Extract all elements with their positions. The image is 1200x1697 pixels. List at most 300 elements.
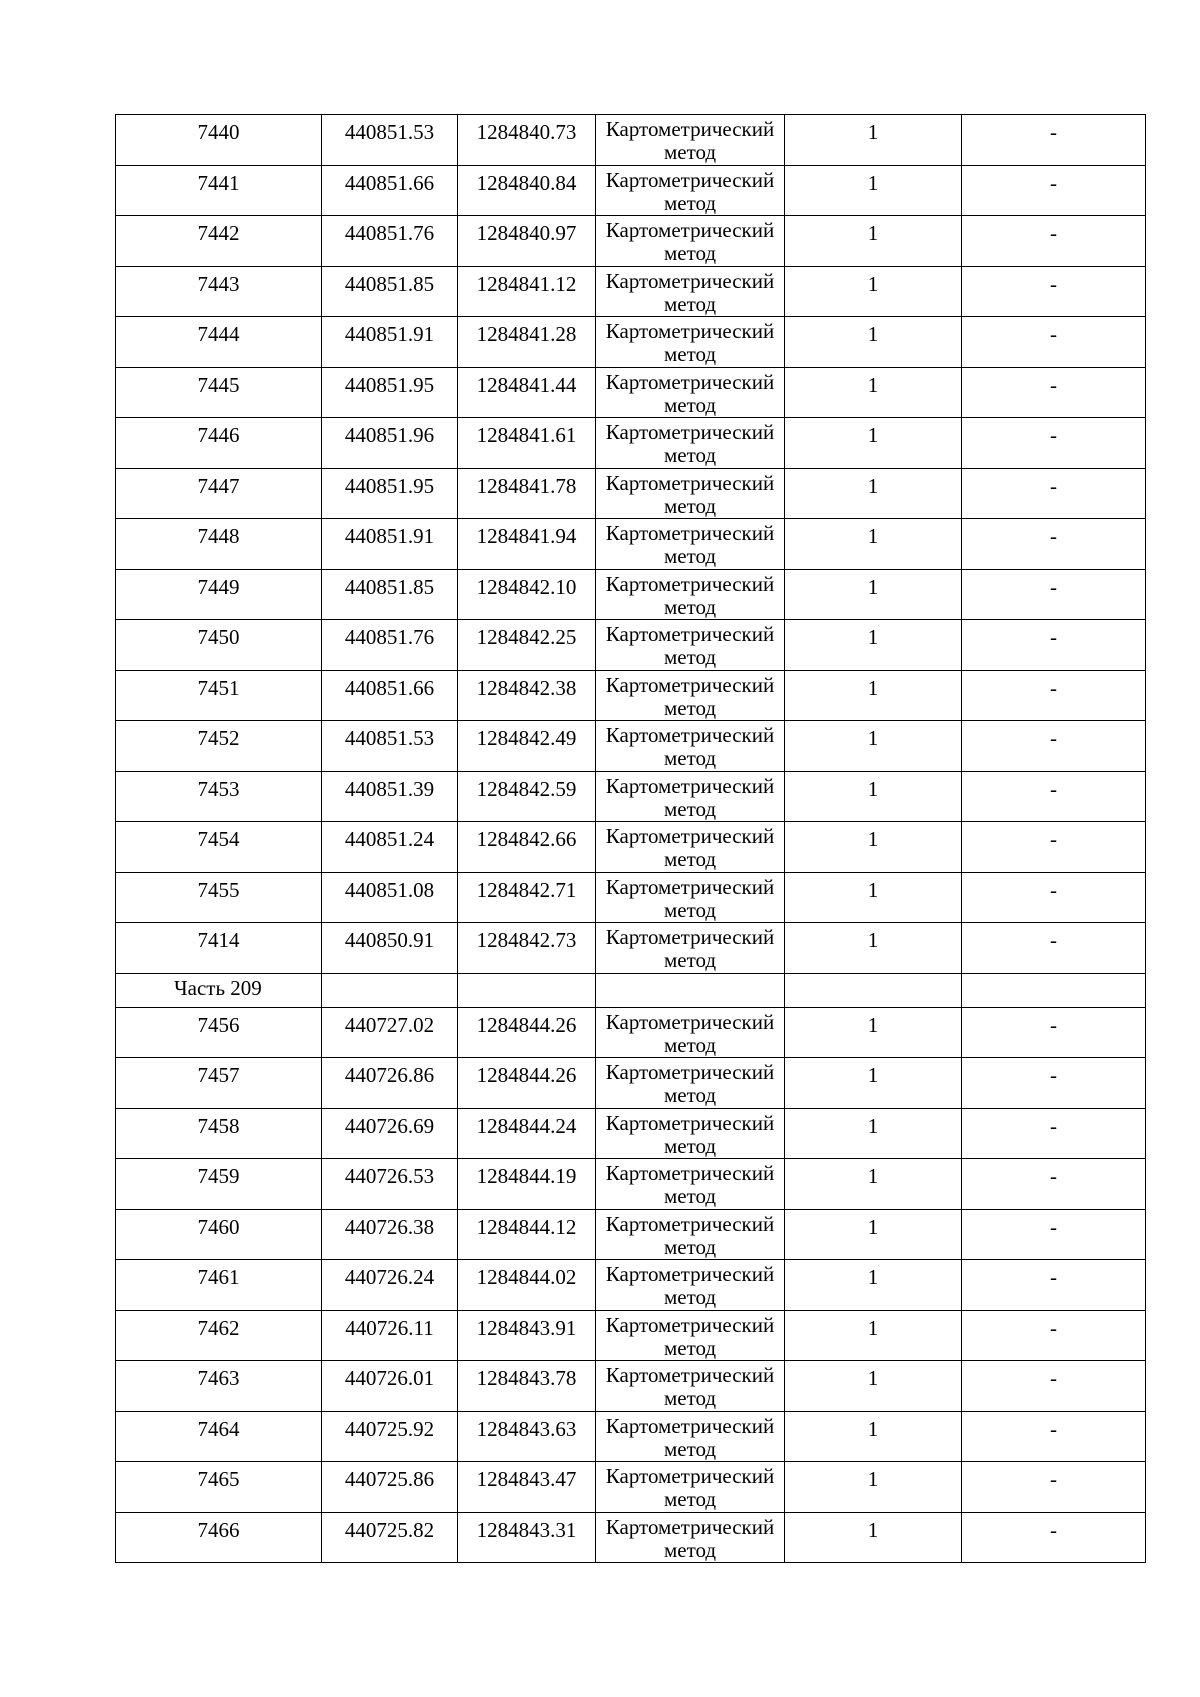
x-coordinate-cell [322,317,458,368]
part-label-cell [116,973,322,1007]
accuracy-cell [785,418,962,469]
y-coordinate: 1284844.26 [476,1012,577,1037]
method-cell [596,620,785,671]
table-row [116,1310,1146,1361]
y-coordinate-cell [458,1411,596,1462]
empty-cell [322,973,458,1007]
note: - [1050,1063,1057,1087]
coordinates-table-body [116,115,1146,1563]
table-row [116,367,1146,418]
note: - [1050,1416,1057,1441]
method-name: Картометрический [605,521,775,545]
table-row [116,721,1146,772]
y-coordinate: 1284843.47 [476,1467,577,1491]
method-cell [596,721,785,772]
accuracy-cell [785,822,962,873]
table-row [116,923,1146,974]
x-coordinate-cell [322,569,458,620]
note: - [1050,271,1057,296]
method-name: Картометрический [605,1514,775,1539]
point-number: 7451 [197,675,240,700]
point-number-cell [116,721,322,772]
note-cell [962,1209,1146,1260]
method-word: метод [663,796,717,821]
point-number: 7463 [197,1366,240,1390]
accuracy-cell [785,1310,962,1361]
x-coordinate: 440851.53 [344,120,435,144]
method-cell [596,216,785,267]
method-name: Картометрический [605,470,775,495]
point-number: 7442 [197,221,240,245]
note-cell [962,367,1146,418]
part-label: Часть 209 [174,975,262,1000]
point-number: 7448 [197,524,240,548]
point-number-cell [116,1159,322,1210]
accuracy: 1 [867,675,879,700]
y-coordinate-cell [458,468,596,519]
point-number: 7456 [197,1012,240,1037]
accuracy: 1 [867,170,879,195]
y-coordinate: 1284841.61 [476,423,577,447]
note-cell [962,1159,1146,1210]
note: - [1050,1315,1057,1340]
point-number: 7441 [197,170,240,195]
method-cell [596,317,785,368]
method-cell [596,115,785,166]
point-number-cell [116,822,322,873]
table-row [116,1411,1146,1462]
method-cell [596,569,785,620]
note-cell [962,569,1146,620]
y-coordinate-cell [458,266,596,317]
x-coordinate-cell [322,468,458,519]
x-coordinate: 440851.39 [344,776,435,801]
note-cell [962,822,1146,873]
point-number: 7414 [197,928,240,952]
table-row [116,1361,1146,1412]
method-name: Картометрический [605,925,775,949]
point-number: 7464 [197,1416,240,1441]
x-coordinate: 440851.66 [344,675,435,700]
accuracy: 1 [867,221,879,245]
y-coordinate-cell [458,519,596,570]
accuracy: 1 [867,473,879,498]
note: - [1050,675,1057,700]
accuracy: 1 [867,1366,879,1390]
accuracy-cell [785,569,962,620]
method-name: Картометрический [605,369,775,394]
note: - [1050,1164,1057,1188]
accuracy: 1 [867,372,879,397]
method-cell [596,367,785,418]
accuracy: 1 [867,827,879,851]
point-number: 7457 [197,1063,240,1087]
point-number-cell [116,1512,322,1563]
note: - [1050,776,1057,801]
method-name: Картометрический [605,1312,775,1337]
table-row [116,771,1146,822]
accuracy: 1 [867,1012,879,1037]
y-coordinate: 1284843.31 [476,1517,577,1542]
x-coordinate: 440726.53 [344,1164,435,1188]
point-number: 7446 [197,423,240,447]
accuracy: 1 [867,271,879,296]
note: - [1050,1467,1057,1491]
method-word: метод [663,1234,717,1259]
y-coordinate: 1284840.73 [476,120,577,144]
y-coordinate-cell [458,1462,596,1513]
x-coordinate: 440851.95 [344,473,435,498]
table-row [116,1007,1146,1058]
x-coordinate-cell [322,115,458,166]
method-name: Картометрический [605,117,775,141]
x-coordinate: 440851.85 [344,271,435,296]
accuracy-cell [785,1007,962,1058]
table-row [116,317,1146,368]
method-word: метод [663,291,717,316]
method-name: Картометрический [605,420,775,444]
x-coordinate: 440727.02 [344,1012,435,1037]
note: - [1050,1113,1057,1138]
table-row [116,418,1146,469]
x-coordinate-cell [322,1512,458,1563]
y-coordinate: 1284840.84 [476,170,577,195]
y-coordinate: 1284843.63 [476,1416,577,1441]
x-coordinate: 440725.82 [344,1517,435,1542]
method-name: Картометрический [605,824,775,848]
accuracy: 1 [867,1265,879,1289]
y-coordinate: 1284840.97 [476,221,577,245]
method-name: Картометрический [605,1363,775,1387]
note: - [1050,726,1057,750]
note-cell [962,670,1146,721]
note: - [1050,170,1057,195]
table-row [116,569,1146,620]
table-row [116,872,1146,923]
y-coordinate: 1284843.78 [476,1366,577,1390]
y-coordinate: 1284841.44 [476,372,577,397]
point-number-cell [116,519,322,570]
note-cell [962,1058,1146,1109]
y-coordinate: 1284841.94 [476,524,577,548]
note-cell [962,620,1146,671]
method-word: метод [663,1436,717,1461]
x-coordinate-cell [322,418,458,469]
method-cell [596,1007,785,1058]
point-number: 7465 [197,1467,240,1491]
accuracy-cell [785,1512,962,1563]
accuracy: 1 [867,524,879,548]
method-cell [596,1512,785,1563]
method-cell [596,1260,785,1311]
empty-cell [785,973,962,1007]
method-name: Картометрический [605,1161,775,1185]
x-coordinate: 440851.96 [344,423,435,447]
point-number: 7455 [197,877,240,902]
table-row [116,1462,1146,1513]
method-word: метод [663,1285,717,1309]
note-cell [962,1361,1146,1412]
point-number: 7449 [197,574,240,599]
method-word: метод [663,948,717,972]
method-word: метод [663,1537,717,1562]
accuracy-cell [785,1411,962,1462]
y-coordinate-cell [458,771,596,822]
y-coordinate-cell [458,721,596,772]
point-number: 7447 [197,473,240,498]
accuracy: 1 [867,928,879,952]
y-coordinate: 1284843.91 [476,1315,577,1340]
x-coordinate: 440726.69 [344,1113,435,1138]
accuracy-cell [785,872,962,923]
x-coordinate: 440726.24 [344,1265,435,1289]
x-coordinate: 440850.91 [344,928,435,952]
accuracy-cell [785,1209,962,1260]
x-coordinate-cell [322,923,458,974]
point-number: 7452 [197,726,240,750]
y-coordinate-cell [458,367,596,418]
y-coordinate: 1284844.24 [476,1113,577,1138]
y-coordinate-cell [458,1361,596,1412]
note-cell [962,216,1146,267]
x-coordinate-cell [322,1462,458,1513]
x-coordinate: 440851.91 [344,322,435,346]
y-coordinate-cell [458,1159,596,1210]
table-row [116,468,1146,519]
coordinates-table [115,114,1146,1563]
x-coordinate-cell [322,670,458,721]
method-name: Картометрический [605,1110,775,1135]
table-row [116,216,1146,267]
method-cell [596,418,785,469]
accuracy: 1 [867,1063,879,1087]
accuracy-cell [785,721,962,772]
accuracy-cell [785,670,962,721]
note-cell [962,1411,1146,1462]
note: - [1050,524,1057,548]
method-name: Картометрический [605,167,775,192]
y-coordinate: 1284844.26 [476,1063,577,1087]
method-word: метод [663,1487,717,1511]
accuracy: 1 [867,322,879,346]
method-name: Картометрический [605,723,775,747]
note-cell [962,1462,1146,1513]
method-word: метод [663,1083,717,1107]
x-coordinate-cell [322,872,458,923]
note: - [1050,877,1057,902]
y-coordinate: 1284841.28 [476,322,577,346]
table-row [116,1159,1146,1210]
point-number-cell [116,1108,322,1159]
accuracy: 1 [867,1214,879,1239]
x-coordinate-cell [322,1310,458,1361]
table-row [116,266,1146,317]
method-cell [596,519,785,570]
y-coordinate: 1284842.59 [476,776,577,801]
method-word: метод [663,1032,717,1057]
x-coordinate-cell [322,1411,458,1462]
table-row [116,165,1146,216]
note: - [1050,1214,1057,1239]
table-row [116,1260,1146,1311]
note: - [1050,1366,1057,1390]
method-word: метод [663,140,717,164]
point-number: 7459 [197,1164,240,1188]
method-name: Картометрический [605,571,775,596]
y-coordinate-cell [458,822,596,873]
note-cell [962,923,1146,974]
x-coordinate: 440851.91 [344,524,435,548]
method-cell [596,165,785,216]
method-word: метод [663,1133,717,1158]
method-word: метод [663,342,717,366]
empty-cell [962,973,1146,1007]
x-coordinate-cell [322,1361,458,1412]
accuracy-cell [785,165,962,216]
method-word: метод [663,897,717,922]
y-coordinate: 1284842.73 [476,928,577,952]
y-coordinate-cell [458,418,596,469]
method-word: метод [663,241,717,265]
table-row [116,1512,1146,1563]
method-name: Картометрический [605,1413,775,1438]
point-number-cell [116,1411,322,1462]
note: - [1050,625,1057,649]
point-number-cell [116,1007,322,1058]
x-coordinate-cell [322,1260,458,1311]
note-cell [962,468,1146,519]
accuracy: 1 [867,1467,879,1491]
y-coordinate-cell [458,1260,596,1311]
point-number: 7454 [197,827,240,851]
x-coordinate: 440725.86 [344,1467,435,1491]
y-coordinate-cell [458,1512,596,1563]
accuracy: 1 [867,776,879,801]
method-name: Картометрический [605,268,775,293]
x-coordinate: 440851.76 [344,625,435,649]
note-cell [962,1007,1146,1058]
x-coordinate-cell [322,1058,458,1109]
y-coordinate: 1284842.25 [476,625,577,649]
note-cell [962,1512,1146,1563]
accuracy: 1 [867,1517,879,1542]
point-number-cell [116,216,322,267]
table-row [116,670,1146,721]
method-cell [596,266,785,317]
note-cell [962,418,1146,469]
note-cell [962,266,1146,317]
y-coordinate-cell [458,317,596,368]
method-word: метод [663,544,717,568]
accuracy: 1 [867,877,879,902]
y-coordinate-cell [458,872,596,923]
note-cell [962,1108,1146,1159]
accuracy-cell [785,620,962,671]
part-header-row [116,973,1146,1007]
y-coordinate-cell [458,216,596,267]
empty-cell [458,973,596,1007]
point-number: 7462 [197,1315,240,1340]
y-coordinate-cell [458,1007,596,1058]
method-name: Картометрический [605,218,775,242]
accuracy-cell [785,1361,962,1412]
note: - [1050,1012,1057,1037]
x-coordinate: 440726.01 [344,1366,435,1390]
accuracy-cell [785,1058,962,1109]
table-row [116,519,1146,570]
accuracy-cell [785,1159,962,1210]
accuracy: 1 [867,726,879,750]
point-number-cell [116,771,322,822]
point-number: 7440 [197,120,240,144]
empty-cell [596,973,785,1007]
method-word: метод [663,1184,717,1208]
accuracy: 1 [867,574,879,599]
x-coordinate-cell [322,519,458,570]
x-coordinate-cell [322,165,458,216]
table-row [116,115,1146,166]
method-cell [596,1411,785,1462]
x-coordinate: 440851.53 [344,726,435,750]
accuracy-cell [785,468,962,519]
y-coordinate-cell [458,620,596,671]
accuracy: 1 [867,625,879,649]
method-cell [596,1209,785,1260]
accuracy: 1 [867,423,879,447]
point-number-cell [116,1361,322,1412]
y-coordinate: 1284842.38 [476,675,577,700]
method-word: метод [663,190,717,215]
point-number-cell [116,266,322,317]
y-coordinate-cell [458,115,596,166]
accuracy-cell [785,1260,962,1311]
x-coordinate: 440851.85 [344,574,435,599]
method-word: метод [663,746,717,770]
point-number: 7466 [197,1517,240,1542]
y-coordinate: 1284844.02 [476,1265,577,1289]
method-word: метод [663,695,717,720]
point-number-cell [116,317,322,368]
point-number-cell [116,1310,322,1361]
method-word: метод [663,1335,717,1360]
note-cell [962,771,1146,822]
method-cell [596,670,785,721]
accuracy-cell [785,519,962,570]
point-number: 7453 [197,776,240,801]
method-word: метод [663,493,717,518]
method-cell [596,1361,785,1412]
accuracy-cell [785,1108,962,1159]
method-word: метод [663,594,717,619]
table-row [116,1058,1146,1109]
method-word: метод [663,1386,717,1410]
y-coordinate-cell [458,670,596,721]
point-number: 7458 [197,1113,240,1138]
point-number-cell [116,165,322,216]
point-number: 7461 [197,1265,240,1289]
point-number: 7460 [197,1214,240,1239]
accuracy-cell [785,771,962,822]
y-coordinate: 1284842.71 [476,877,577,902]
x-coordinate-cell [322,367,458,418]
method-cell [596,822,785,873]
x-coordinate: 440726.86 [344,1063,435,1087]
point-number-cell [116,923,322,974]
method-word: метод [663,392,717,417]
accuracy: 1 [867,1164,879,1188]
method-cell [596,923,785,974]
method-cell [596,1058,785,1109]
